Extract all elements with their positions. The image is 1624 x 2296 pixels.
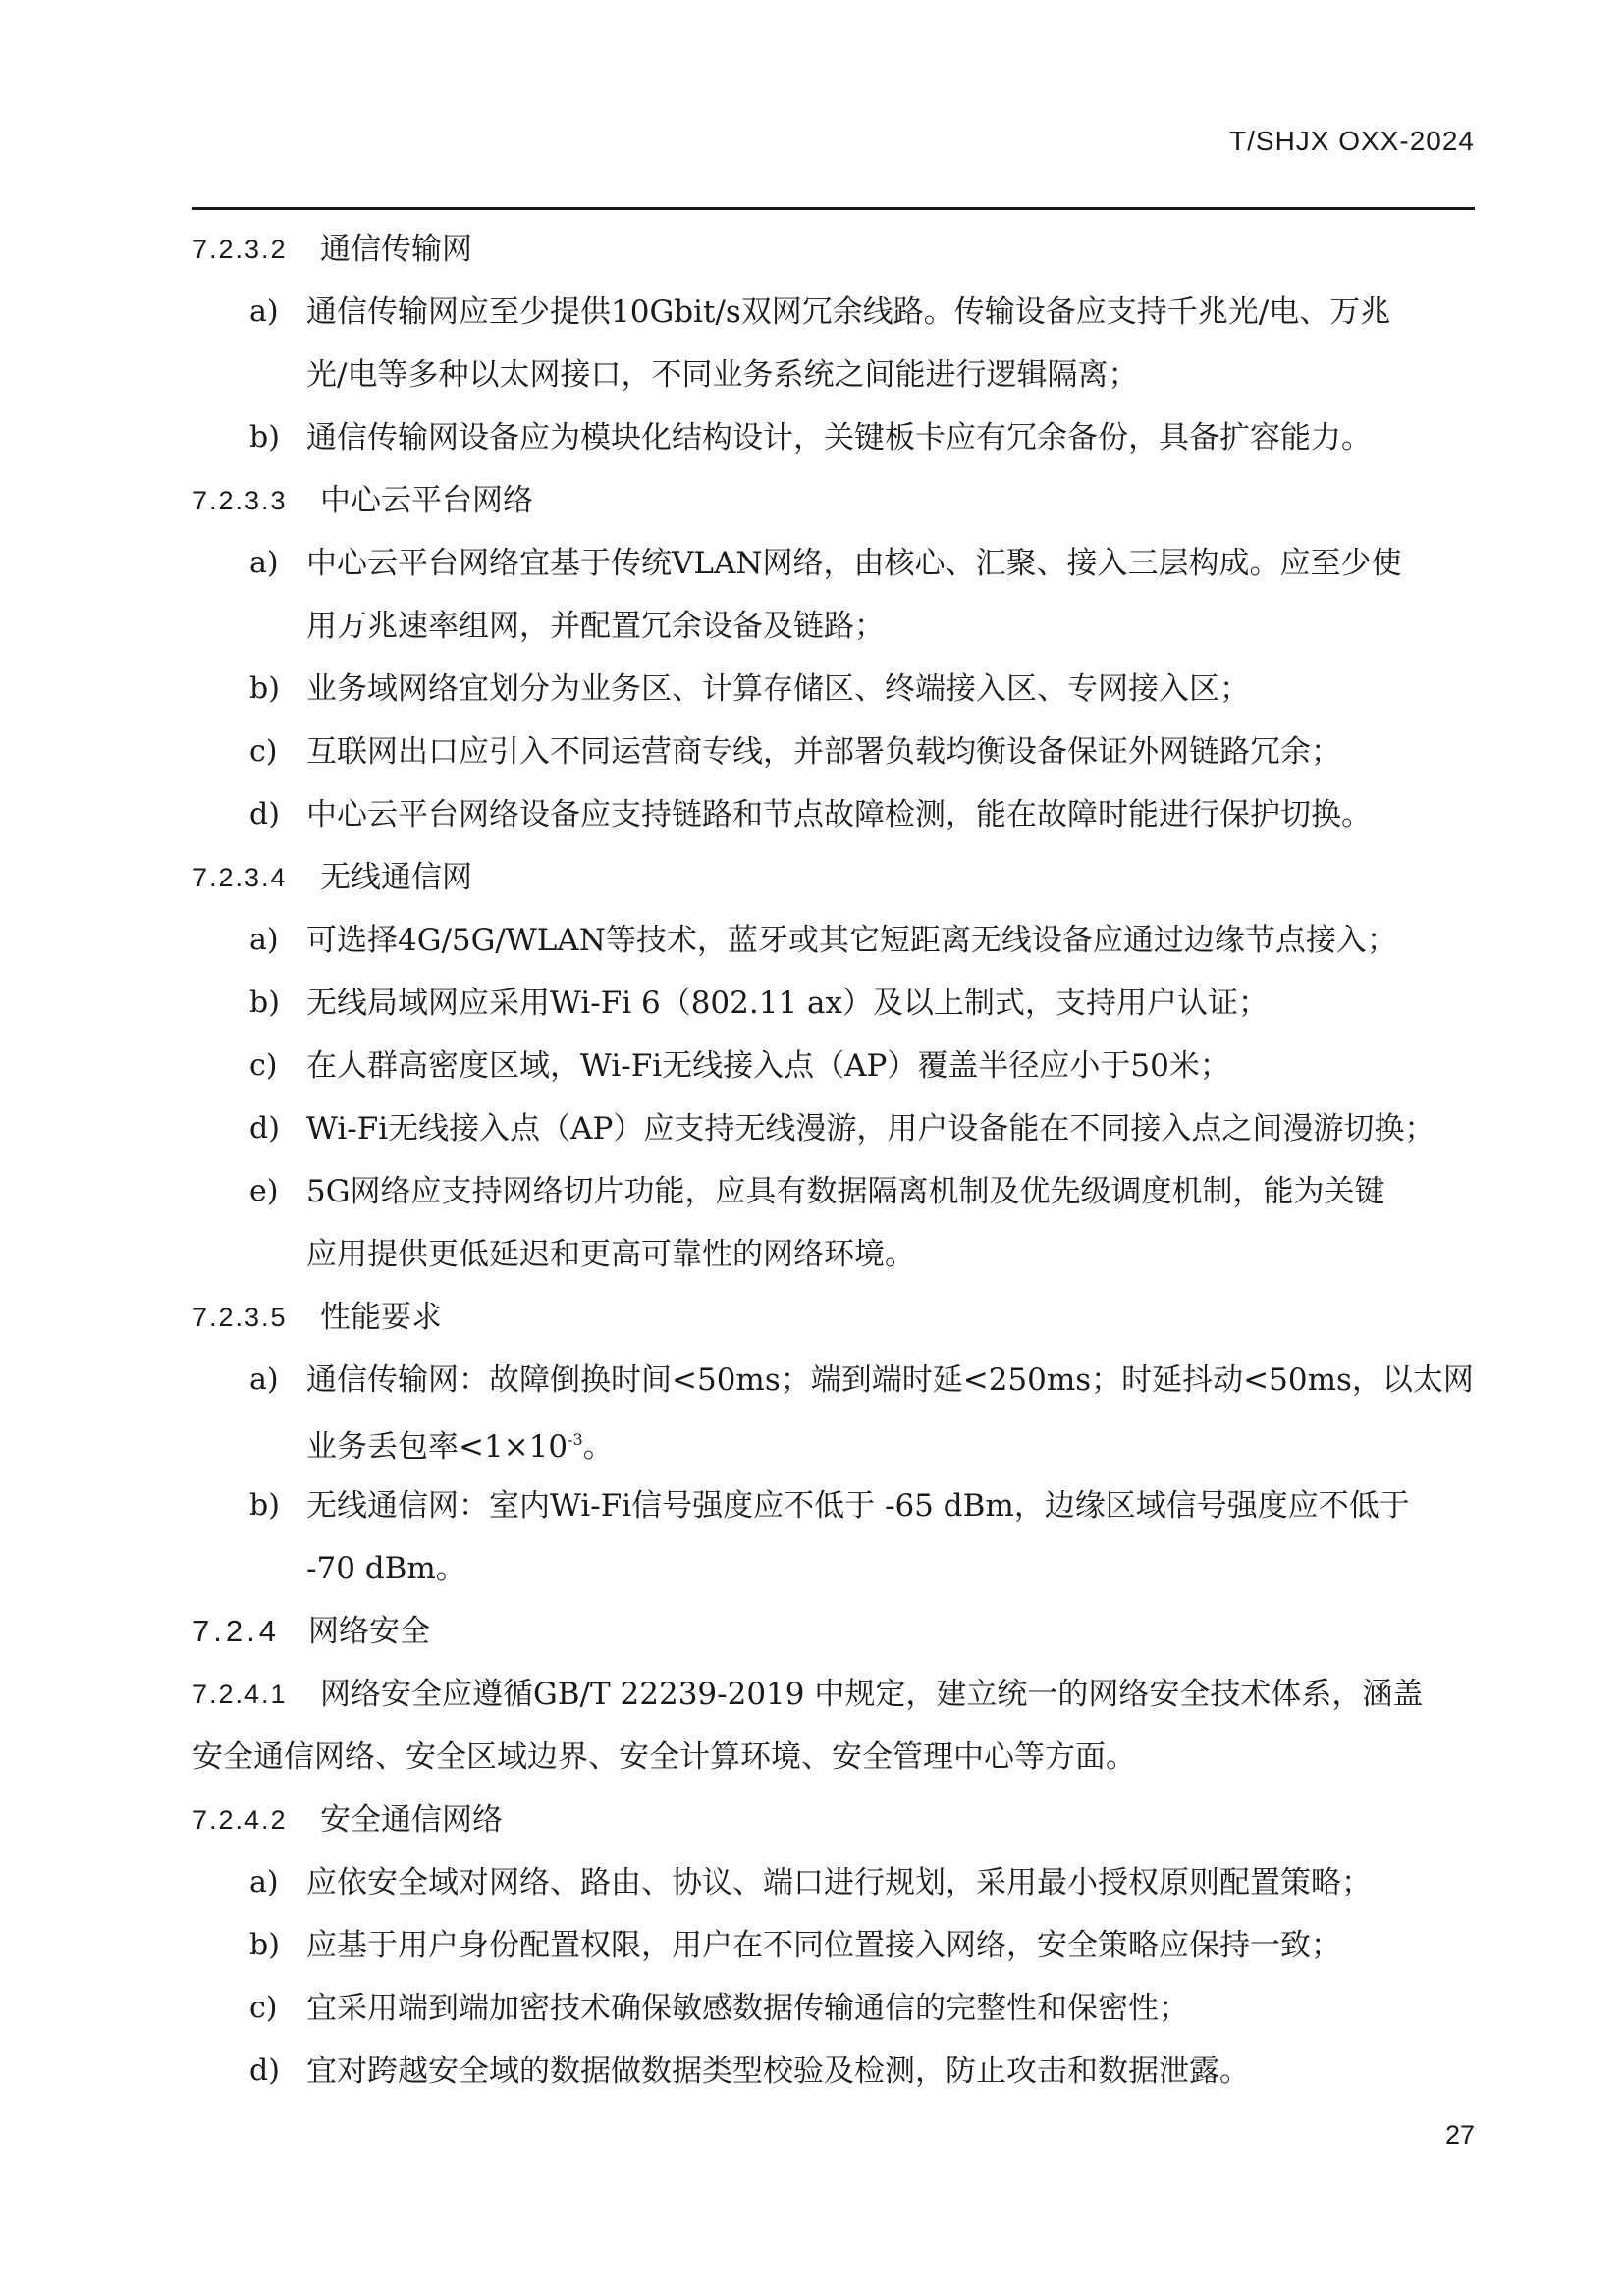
- list-text: 应基于用户身份配置权限，用户在不同位置接入网络，安全策略应保持一致；: [306, 1928, 1341, 1963]
- list-marker: c): [249, 734, 278, 769]
- section-heading: [192, 1789, 1479, 1851]
- list-text: Wi-Fi无线接入点（AP）应支持无线漫游，用户设备能在不同接入点之间漫游切换；: [306, 1111, 1435, 1147]
- list-item: [192, 1851, 1479, 1914]
- section-heading: [192, 469, 1479, 532]
- list-item: [192, 1977, 1479, 2040]
- list-text: 通信传输网设备应为模块化结构设计，关键板卡应有冗余备份，具备扩容能力。: [306, 420, 1372, 455]
- document-body: [192, 218, 1479, 2103]
- list-marker: d): [249, 797, 280, 831]
- list-marker: a): [249, 1362, 279, 1397]
- list-item: [192, 2040, 1479, 2103]
- list-marker: a): [249, 546, 279, 580]
- list-text: 互联网出口应引入不同运营商专线，并部署负载均衡设备保证外网链路冗余；: [306, 734, 1341, 770]
- list-item: [192, 1160, 1479, 1223]
- list-item: [192, 1474, 1479, 1537]
- list-marker: b): [249, 986, 280, 1020]
- list-marker: b): [249, 671, 280, 706]
- list-text: [306, 1420, 614, 1467]
- list-text: 5G网络应支持网络切片功能，应具有数据隔离机制及优先级调度机制，能为关键: [306, 1174, 1385, 1209]
- section-number: 7.2.3.4: [192, 863, 288, 892]
- list-marker: c): [249, 1991, 278, 2025]
- list-item: [192, 1349, 1479, 1412]
- clause-paragraph: [192, 1663, 1479, 1726]
- section-title: 无线通信网: [320, 860, 472, 895]
- exponent: -3: [568, 1429, 583, 1449]
- list-text: -70 dBm。: [306, 1551, 466, 1586]
- loss-rate-text: 业务丢包率<1×10: [306, 1428, 568, 1465]
- list-text: 中心云平台网络宜基于传统VLAN网络，由核心、汇聚、接入三层构成。应至少使: [306, 546, 1402, 581]
- list-item: [192, 721, 1479, 783]
- list-marker: a): [249, 294, 279, 329]
- list-marker: c): [249, 1048, 278, 1083]
- list-item: [192, 532, 1479, 595]
- list-marker: b): [249, 420, 280, 454]
- list-continuation: [192, 595, 1479, 658]
- list-text: 通信传输网：故障倒换时间<50ms；端到端时延<250ms；时延抖动<50ms，以太网: [306, 1362, 1474, 1398]
- list-text: 应依安全域对网络、路由、协议、端口进行规划，采用最小授权原则配置策略；: [306, 1865, 1372, 1900]
- list-item: [192, 783, 1479, 846]
- list-item: [192, 909, 1479, 972]
- period: 。: [582, 1428, 614, 1465]
- paragraph-text: 安全通信网络、安全区域边界、安全计算环境、安全管理中心等方面。: [192, 1739, 1136, 1775]
- list-marker: a): [249, 923, 279, 957]
- section-number: 7.2.3.3: [192, 486, 288, 515]
- page-number: 27: [1444, 2120, 1475, 2150]
- list-continuation: [192, 344, 1479, 406]
- list-item: [192, 1035, 1479, 1097]
- section-heading: [192, 1600, 1479, 1663]
- document-code: T/SHJX OXX-2024: [1229, 126, 1475, 156]
- section-title: 性能要求: [320, 1300, 442, 1335]
- section-title: 通信传输网: [320, 232, 472, 267]
- list-continuation: [192, 1223, 1479, 1286]
- list-text: 在人群高密度区域，Wi-Fi无线接入点（AP）覆盖半径应小于50米；: [306, 1048, 1230, 1084]
- list-continuation: [192, 1412, 1479, 1474]
- section-number: 7.2.4: [192, 1614, 280, 1648]
- list-text: 业务域网络宜划分为业务区、计算存储区、终端接入区、专网接入区；: [306, 671, 1250, 707]
- section-number: 7.2.4.2: [192, 1805, 288, 1835]
- section-heading: [192, 846, 1479, 909]
- paragraph-text: 网络安全应遵循GB/T 22239-2019 中规定，建立统一的网络安全技术体系，涵盖: [320, 1677, 1424, 1712]
- paragraph-continuation: [192, 1726, 1479, 1789]
- section-number: 7.2.4.1: [192, 1680, 288, 1709]
- list-text: 可选择4G/5G/WLAN等技术，蓝牙或其它短距离无线设备应通过边缘节点接入；: [306, 923, 1397, 958]
- list-continuation: [192, 1537, 1479, 1600]
- list-text: 用万兆速率组网，并配置冗余设备及链路；: [306, 609, 885, 644]
- list-text: 宜采用端到端加密技术确保敏感数据传输通信的完整性和保密性；: [306, 1991, 1189, 2026]
- section-number: 7.2.3.5: [192, 1303, 288, 1332]
- list-text: 无线通信网：室内Wi-Fi信号强度应不低于 -65 dBm，边缘区域信号强度应不低于: [306, 1488, 1410, 1523]
- list-text: 中心云平台网络设备应支持链路和节点故障检测，能在故障时能进行保护切换。: [306, 797, 1372, 832]
- list-marker: a): [249, 1865, 279, 1899]
- section-title: 安全通信网络: [320, 1802, 503, 1838]
- list-marker: b): [249, 1488, 280, 1522]
- section-heading: [192, 218, 1479, 281]
- list-item: [192, 1097, 1479, 1160]
- list-text: 宜对跨越安全域的数据做数据类型校验及检测，防止攻击和数据泄露。: [306, 2054, 1250, 2089]
- section-title: 中心云平台网络: [320, 483, 533, 518]
- list-text: 应用提供更低延迟和更高可靠性的网络环境。: [306, 1237, 915, 1272]
- header-rule: [192, 207, 1475, 210]
- list-text: 通信传输网应至少提供10Gbit/s双网冗余线路。传输设备应支持千兆光/电、万兆: [306, 294, 1391, 330]
- list-item: [192, 281, 1479, 344]
- section-number: 7.2.3.2: [192, 235, 288, 264]
- list-item: [192, 1914, 1479, 1977]
- list-marker: b): [249, 1928, 280, 1962]
- section-title: 网络安全: [308, 1614, 430, 1649]
- list-marker: d): [249, 2054, 280, 2088]
- section-heading: [192, 1286, 1479, 1349]
- list-marker: d): [249, 1111, 280, 1146]
- list-item: [192, 406, 1479, 469]
- list-marker: e): [249, 1174, 279, 1208]
- list-item: [192, 972, 1479, 1035]
- list-text: 光/电等多种以太网接口，不同业务系统之间能进行逻辑隔离；: [306, 357, 1139, 393]
- list-text: 无线局域网应采用Wi-Fi 6（802.11 ax）及以上制式，支持用户认证；: [306, 986, 1269, 1021]
- list-item: [192, 658, 1479, 721]
